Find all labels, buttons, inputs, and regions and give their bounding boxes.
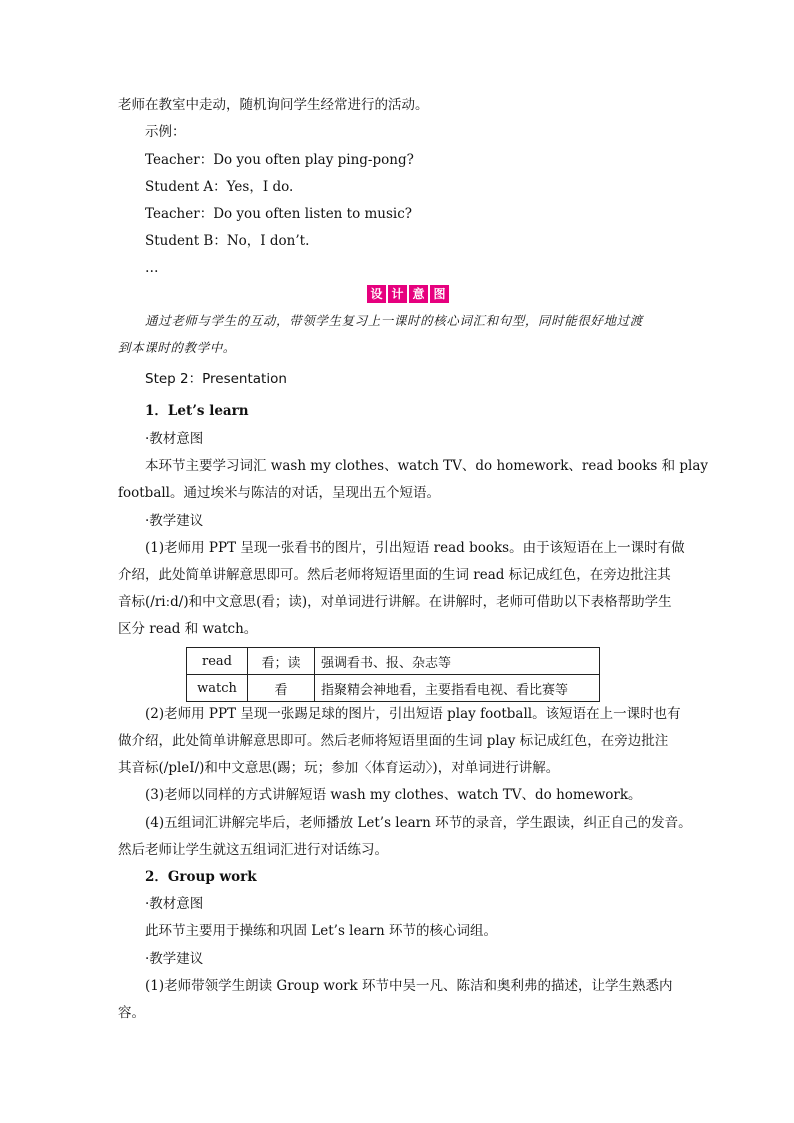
ellipsis: … xyxy=(145,260,159,276)
sub-label: ·教学建议 xyxy=(145,951,204,967)
body-text: football。通过埃米与陈洁的对话，呈现出五个短语。 xyxy=(118,485,441,501)
table-row xyxy=(187,675,600,702)
design-intent-text: 通过老师与学生的互动，带领学生复习上一课时的核心词汇和句型，同时能很好地过渡 xyxy=(145,313,643,328)
table-cell: read xyxy=(187,648,248,675)
body-text: (4)五组词汇讲解完毕后，老师播放 Let’s learn 环节的录音，学生跟读，纠正自己的发音。 xyxy=(145,815,692,831)
badge-char: 图 xyxy=(430,285,449,303)
dialogue-line: Teacher：Do you often play ping-pong? xyxy=(145,152,414,168)
body-text: 然后老师让学生就这五组词汇进行对话练习。 xyxy=(118,842,388,858)
body-text: (1)老师带领学生朗读 Group work 环节中吴一凡、陈洁和奥利弗的描述，让学生熟悉内 xyxy=(145,978,673,994)
body-text: 其音标(/pleI/)和中文意思(踢；玩；参加〈体育运动〉)，对单词进行讲解。 xyxy=(118,760,560,776)
design-intent-badge xyxy=(367,285,449,303)
body-text: (3)老师以同样的方式讲解短语 wash my clothes、watch TV、do homework。 xyxy=(145,787,642,803)
body-text: 本环节主要学习词汇 wash my clothes、watch TV、do homework、read books 和 play xyxy=(145,458,709,474)
section-title: 1．Let’s learn xyxy=(145,403,249,419)
sub-label: ·教材意图 xyxy=(145,896,204,912)
read-watch-table xyxy=(186,647,600,702)
body-text: (2)老师用 PPT 呈现一张踢足球的图片，引出短语 play football。该短语在上一课时也有 xyxy=(145,706,681,722)
badge-char: 计 xyxy=(388,285,407,303)
body-text: 老师在教室中走动，随机询问学生经常进行的活动。 xyxy=(118,97,429,113)
table-row xyxy=(187,648,600,675)
table-cell: 看；读 xyxy=(248,648,315,675)
section-title: 2．Group work xyxy=(145,869,257,885)
body-text: 区分 read 和 watch。 xyxy=(118,621,258,637)
dialogue-line: Student B：No，I don’t. xyxy=(145,233,310,249)
sub-label: ·教学建议 xyxy=(145,513,204,529)
body-text: 容。 xyxy=(118,1005,145,1021)
body-text: 音标(/riːd/)和中文意思(看；读)，对单词进行讲解。在讲解时，老师可借助以下表格帮助学生 xyxy=(118,594,672,610)
table-cell: watch xyxy=(187,675,248,702)
table-cell: 看 xyxy=(248,675,315,702)
step-heading: Step 2：Presentation xyxy=(145,371,287,387)
body-text: 介绍，此处简单讲解意思即可。然后老师将短语里面的生词 read 标记成红色，在旁边批注其 xyxy=(118,567,671,583)
body-text: 做介绍，此处简单讲解意思即可。然后老师将短语里面的生词 play 标记成红色，在旁边批注 xyxy=(118,733,669,749)
badge-char: 意 xyxy=(409,285,428,303)
body-text: 此环节主要用于操练和巩固 Let’s learn 环节的核心词组。 xyxy=(145,923,497,939)
badge-char: 设 xyxy=(367,285,386,303)
dialogue-line: Teacher：Do you often listen to music? xyxy=(145,206,413,222)
body-text: (1)老师用 PPT 呈现一张看书的图片，引出短语 read books。由于该短语在上一课时有做 xyxy=(145,540,685,556)
example-label: 示例： xyxy=(145,124,186,140)
design-intent-text: 到本课时的教学中。 xyxy=(118,340,236,355)
sub-label: ·教材意图 xyxy=(145,431,204,447)
table-cell: 强调看书、报、杂志等 xyxy=(315,648,600,675)
dialogue-line: Student A：Yes，I do. xyxy=(145,179,294,195)
table-cell: 指聚精会神地看，主要指看电视、看比赛等 xyxy=(315,675,600,702)
